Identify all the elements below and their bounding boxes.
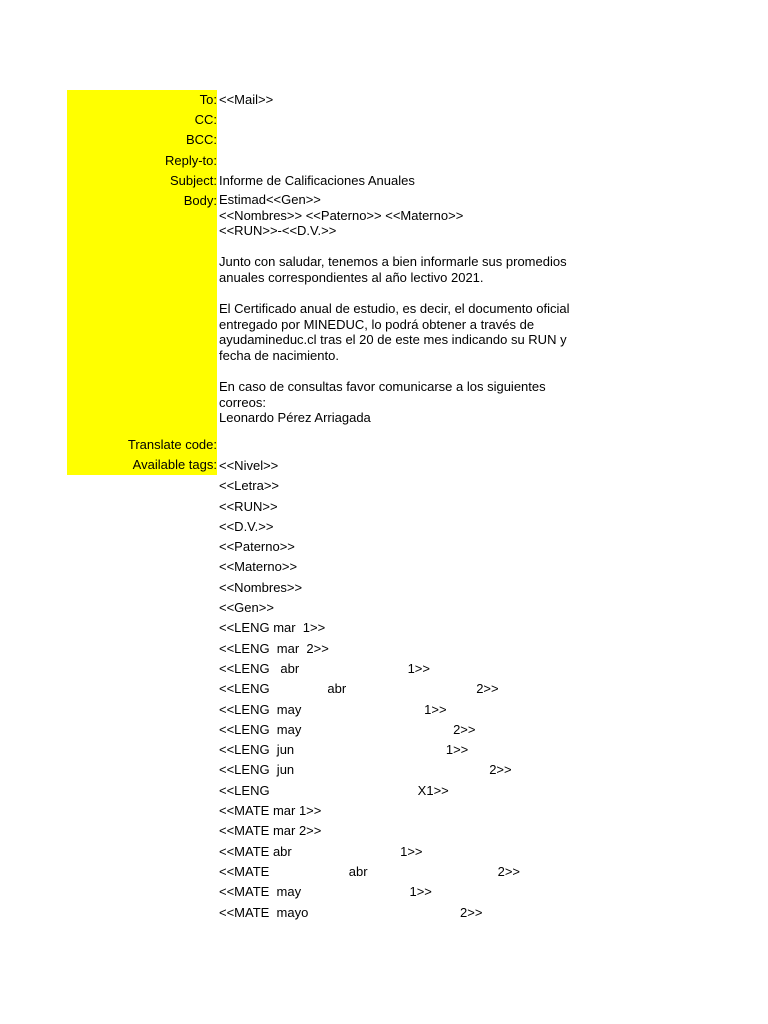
subject-label: Subject: [170, 173, 217, 188]
tag-item: <<Paterno>> [219, 539, 295, 555]
cc-row [67, 110, 627, 130]
body-line: Leonardo Pérez Arriagada [219, 410, 371, 426]
available-tags-label: Available tags: [132, 457, 217, 472]
body-label: Body: [183, 193, 217, 208]
to-label: To: [199, 92, 217, 107]
tag-item: <<MATE mar 2>> [219, 823, 322, 839]
to-value[interactable]: <<Mail>> [219, 92, 274, 107]
subject-value[interactable]: Informe de Calificaciones Anuales [219, 173, 415, 188]
tag-item: <<MATE abr 1>> [219, 843, 423, 859]
reply-to-label: Reply-to: [164, 153, 217, 168]
tag-item: <<MATE abr 2>> [219, 863, 521, 879]
tag-item: <<LENG mar 2>> [219, 640, 329, 656]
tag-item: <<D.V.>> [219, 518, 274, 534]
tag-item: <<Materno>> [219, 559, 298, 575]
bcc-label: BCC: [185, 132, 217, 147]
tag-item: <<LENG mar 1>> [219, 620, 326, 636]
tag-item: <<LENG may 1>> [219, 701, 447, 717]
cc-label: CC: [194, 112, 217, 127]
available-tags-list [219, 456, 659, 923]
tag-item: <<RUN>> [219, 498, 278, 514]
body-line: El Certificado anual de estudio, es decir, el documento oficial entregado por MINEDUC, lo podrá obtener a través de ayudamineduc.cl tras el 20 de este mes indicando su RUN y fecha de nacimiento. [219, 301, 574, 363]
subject-row [67, 171, 627, 191]
tag-item: <<LENG may 2>> [219, 721, 476, 737]
tag-item: <<LENG abr 2>> [219, 681, 499, 697]
body-line [219, 364, 579, 380]
translate-code-label: Translate code: [127, 437, 217, 452]
tag-item: <<LENG abr 1>> [219, 660, 430, 676]
body-line [219, 239, 579, 255]
body-line: Estimad<<Gen>> [219, 192, 321, 207]
tag-item: <<Nivel>> [219, 458, 279, 473]
body-text[interactable] [219, 192, 579, 437]
body-line: <<RUN>>-<<D.V.>> [219, 223, 337, 239]
body-line [219, 286, 579, 302]
body-line: Junto con saludar, tenemos a bien informarle sus promedios anuales correspondientes al año lectivo 2021. [219, 254, 571, 285]
tag-item: <<Letra>> [219, 478, 279, 494]
bcc-row [67, 130, 627, 150]
to-row [67, 90, 627, 110]
tag-item: <<LENG jun 1>> [219, 742, 469, 758]
tag-item: <<MATE mayo 2>> [219, 904, 483, 920]
body-line: En caso de consultas favor comunicarse a los siguientes correos: [219, 379, 550, 410]
body-line: <<Nombres>> <<Paterno>> <<Materno>> [219, 207, 464, 223]
tag-item: <<LENG X1>> [219, 782, 449, 798]
translate-code-row [67, 435, 627, 455]
tag-item: <<MATE mar 1>> [219, 803, 322, 819]
tag-item: <<MATE may 1>> [219, 884, 432, 900]
reply-to-row [67, 151, 627, 171]
tag-item: <<Gen>> [219, 600, 274, 616]
tag-item: <<LENG jun 2>> [219, 762, 512, 778]
tag-item: <<Nombres>> [219, 579, 303, 595]
